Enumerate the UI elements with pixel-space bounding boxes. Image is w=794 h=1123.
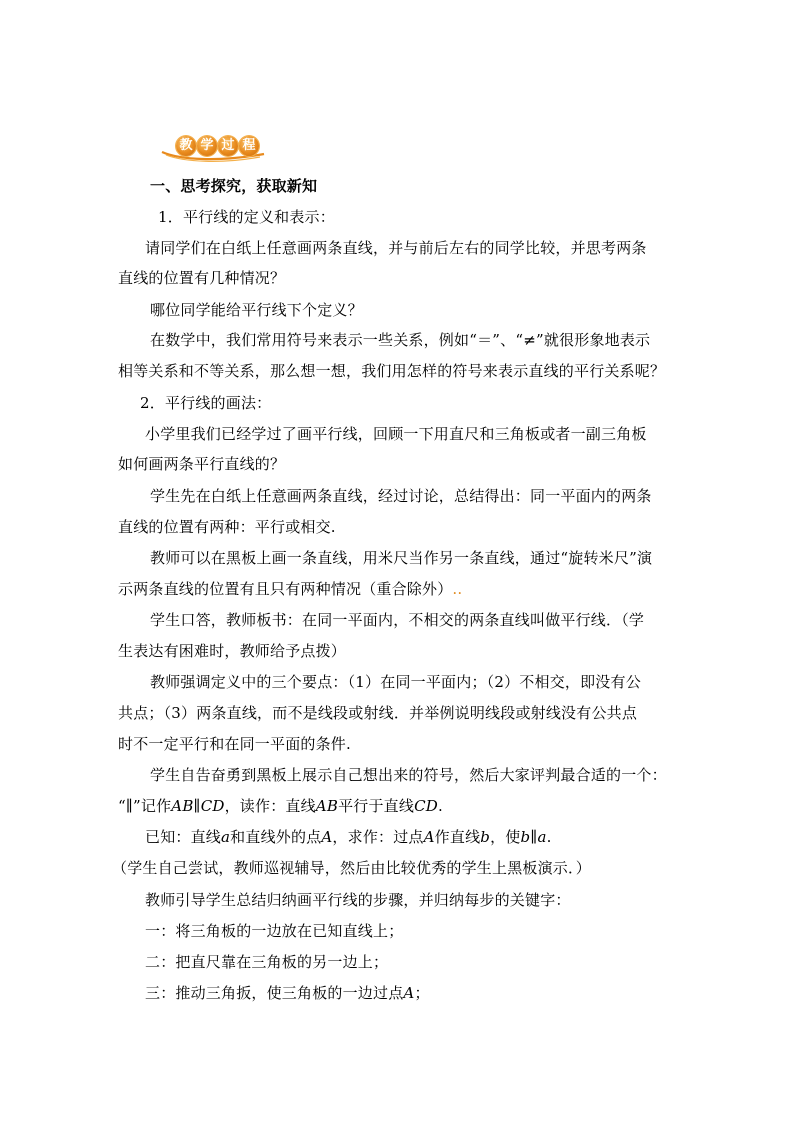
orange-dots: .. [452, 580, 463, 598]
paragraph-line: 共点；（3）两条直线，而不是线段或射线．并举例说明线段或射线没有公共点 [118, 704, 638, 722]
text-run: 平行于直线 [338, 797, 415, 815]
math-run: CD [200, 797, 225, 815]
paragraph-line: （学生自己尝试，教师巡视辅导，然后由比较优秀的学生上黑板演示．） [112, 859, 591, 877]
text-run: 已知：直线 [145, 828, 222, 846]
paragraph-line [118, 579, 462, 599]
text-run: “∥”记作 [118, 797, 172, 815]
badge-char: 程 [239, 136, 259, 156]
text-run: ，使 [490, 828, 521, 846]
subheading: 2．平行线的画法： [140, 394, 272, 412]
text-run: 三：推动三角扳，使三角板的一边过点 [145, 984, 404, 1002]
badge-char: 教 [176, 136, 196, 156]
text-run: 作直线 [434, 828, 481, 846]
step-line: 一：将三角板的一边放在已知直线上； [145, 922, 404, 940]
math-run: b [520, 828, 531, 846]
math-run: AB [315, 797, 339, 815]
math-run: a [537, 828, 547, 846]
badge-char: 过 [218, 136, 238, 156]
paragraph-line: 小学里我们已经学过了画平行线，回顾一下用直尺和三角板或者一副三角板 [145, 425, 647, 443]
paragraph-line: 教师引导学生总结归纳画平行线的步骤，并归纳每步的关键字： [145, 891, 571, 909]
math-run: CD [414, 797, 438, 815]
math-run: b [480, 828, 491, 846]
paragraph-line: 教师可以在黑板上画一条直线，用米尺当作另一条直线，通过“旋转米尺”演 [150, 549, 653, 567]
text-run: ； [414, 984, 430, 1002]
paragraph-text: 示两条直线的位置有且只有两种情况（重合除外） [118, 580, 453, 598]
subheading: 1．平行线的定义和表示： [158, 208, 335, 226]
text-run: . [437, 797, 443, 815]
text-run: 和直线外的点 [230, 828, 322, 846]
step-line [145, 983, 430, 1003]
paragraph-line: 直线的位置有几种情况？ [118, 269, 286, 287]
math-run: A [321, 828, 333, 846]
paragraph-line: 直线的位置有两种：平行或相交. [118, 518, 336, 536]
text-run: ∥ [530, 828, 538, 846]
paragraph-line: 学生先在白纸上任意画两条直线，经过讨论，总结得出：同一平面内的两条 [150, 487, 652, 505]
paragraph-line: 如何画两条平行直线的？ [118, 455, 286, 473]
paragraph-line: 请同学们在白纸上任意画两条直线，并与前后左右的同学比较，并思考两条 [145, 239, 647, 257]
paragraph-line: 相等关系和不等关系，那么想一想，我们用怎样的符号来表示直线的平行关系呢？ [118, 362, 666, 380]
paragraph-line: 教师强调定义中的三个要点：（1）在同一平面内；（2）不相交，即没有公 [150, 673, 641, 691]
step-line: 二：把直尺靠在三角板的另一边上； [145, 953, 389, 971]
paragraph-line: 时不一定平行和在同一平面的条件. [118, 735, 351, 753]
text-run: ∥ [193, 797, 201, 815]
math-run: A [423, 828, 435, 846]
math-run: a [221, 828, 231, 846]
section-heading: 一、思考探究，获取新知 [150, 177, 318, 195]
math-run: AB [171, 797, 194, 815]
paragraph-line: 学生口答，教师板书：在同一平面内，不相交的两条直线叫做平行线．（学 [150, 611, 645, 629]
paragraph-line: 生表达有困难时，教师给予点拨） [118, 642, 347, 660]
text-run: ，读作：直线 [224, 797, 316, 815]
known-line [145, 827, 552, 847]
paragraph-line: 哪位同学能给平行线下个定义？ [150, 301, 363, 319]
paragraph-line: 学生自告奋勇到黑板上展示自己想出来的符号，然后大家评判最合适的一个： [150, 766, 667, 784]
symbol-line [118, 796, 443, 816]
math-run: A [403, 984, 415, 1002]
text-run: ，求作：过点 [332, 828, 424, 846]
paragraph-line: 在数学中，我们常用符号来表示一些关系，例如“＝”、“≠”就很形象地表示 [150, 331, 651, 349]
section-badge [160, 134, 270, 164]
badge-char: 学 [197, 136, 217, 156]
text-run: . [546, 828, 552, 846]
badge-title [176, 136, 259, 156]
